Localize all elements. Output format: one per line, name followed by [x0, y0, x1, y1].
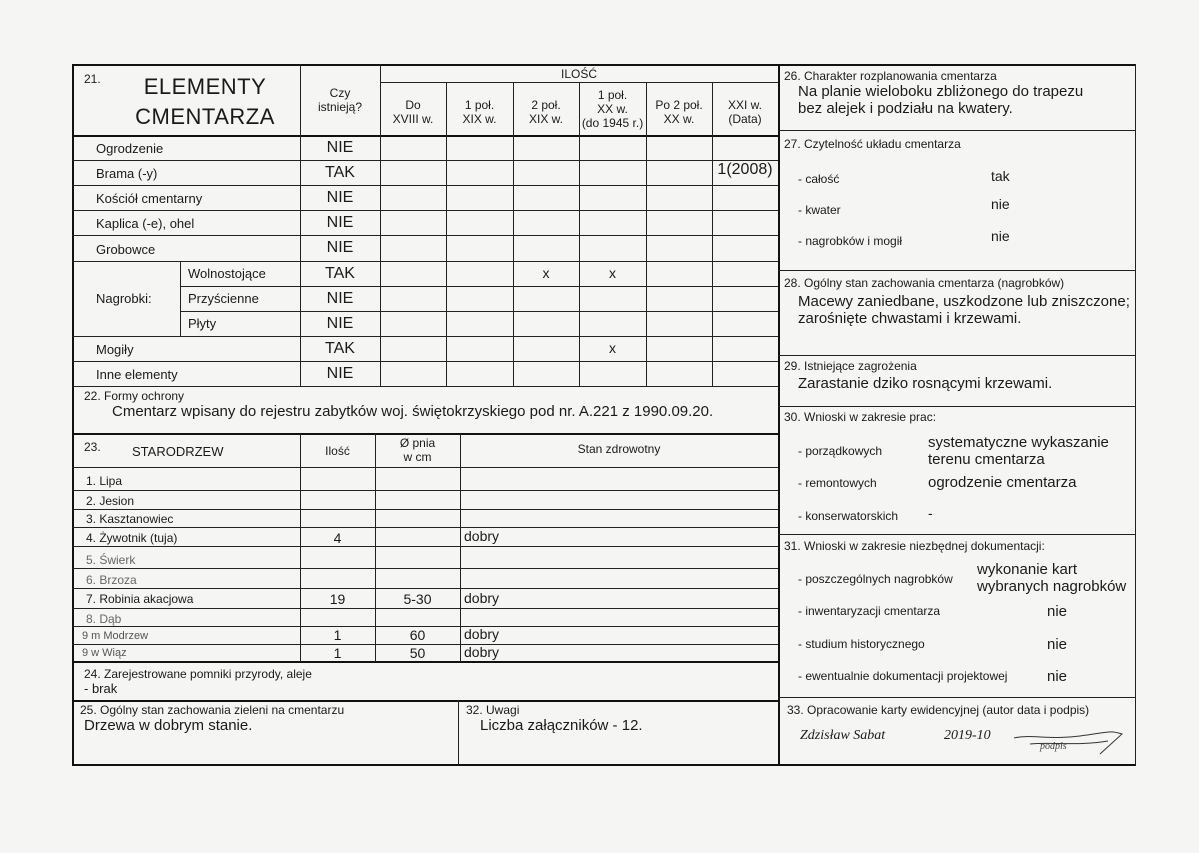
trees-diameter-header-line2: w cm: [403, 450, 432, 464]
works-label-repair: - remontowych: [798, 476, 877, 490]
section-22-text: Cmentarz wpisany do rejestru zabytków woj. świętokrzyskiego pod nr. A.221 z 1990.09.20.: [112, 403, 714, 420]
tree-diameter: 50: [409, 645, 426, 661]
docs-value-gravestones-line1: wykonanie kart: [977, 561, 1078, 578]
tree-count: 4: [333, 530, 342, 546]
row-label-mogily: Mogiły: [96, 342, 134, 357]
tree-count: 1: [333, 645, 342, 661]
tree-name: 1. Lipa: [86, 474, 123, 488]
row-value-kaplica: NIE: [326, 214, 354, 231]
trees-count-header: Ilość: [325, 444, 350, 458]
legibility-label-graves: - nagrobków i mogił: [798, 234, 903, 248]
works-value-repair: ogrodzenie cmentarza: [928, 474, 1077, 491]
works-label-conservation: - konserwatorskich: [798, 509, 899, 523]
section-32-title: 32. Uwagi: [466, 703, 520, 717]
author-name: Zdzisław Sabat: [800, 728, 886, 743]
row-label-ogrodzenie: Ogrodzenie: [96, 141, 164, 156]
docs-value-gravestones-line2: wybranych nagrobków: [977, 578, 1127, 595]
section-24-title: 24. Zarejestrowane pomniki przyrody, aleje: [84, 667, 312, 681]
row-wolnostojace-xx1-mark: x: [609, 265, 616, 281]
trees-diameter-header-line1: Ø pnia: [399, 436, 436, 450]
col-header-xix-1: 1 poł. XIX w.: [462, 98, 497, 126]
signature-caption: podpis: [1040, 741, 1067, 752]
row-mogily-xx1-mark: x: [609, 340, 616, 356]
works-value-cleaning-line2: terenu cmentarza: [928, 451, 1045, 468]
tree-name: 7. Robinia akacjowa: [86, 592, 194, 606]
legibility-label-quarters: - kwater: [798, 203, 841, 217]
nagrobki-label: Nagrobki:: [96, 291, 152, 306]
col-header-xxi: XXI w. (Data): [727, 98, 762, 126]
tree-count: 1: [333, 627, 342, 643]
tree-name: 8. Dąb: [86, 612, 122, 626]
section-28-line2: zarośnięte chwastami i krzewami.: [798, 310, 1022, 327]
tree-health: dobry: [464, 528, 500, 544]
row-label-brama: Brama (-y): [96, 166, 158, 181]
row-value-mogily: TAK: [325, 340, 355, 357]
trees-health-header: Stan zdrowotny: [577, 442, 661, 456]
section-21-title-line2: CMENTARZA: [135, 104, 275, 129]
row-value-grobowce: NIE: [326, 239, 354, 256]
quantity-header: ILOŚĆ: [560, 67, 597, 81]
section-21-title-line1: ELEMENTY: [143, 74, 267, 99]
row-wolnostojace-xix2-mark: x: [542, 265, 550, 281]
docs-value-project: nie: [1047, 668, 1068, 685]
works-value-cleaning-line1: systematyczne wykaszanie: [928, 434, 1109, 451]
col-header-xix-2: 2 poł. XIX w.: [528, 98, 563, 126]
exists-header-line2: istnieją?: [317, 100, 363, 114]
tree-diameter: 5-30: [403, 591, 432, 607]
legibility-value-overall: tak: [991, 168, 1010, 184]
section-32-text: Liczba załączników - 12.: [480, 717, 643, 734]
docs-label-history: - studium historycznego: [798, 637, 925, 651]
col-header-xviii: Do XVIII w.: [392, 98, 434, 126]
tree-name: 9 m Modrzew: [82, 630, 149, 642]
section-29-text: Zarastanie dziko rosnącymi krzewami.: [798, 375, 1053, 392]
docs-label-project: - ewentualnie dokumentacji projektowej: [798, 669, 1008, 683]
row-brama-xxi: 1(2008): [717, 161, 773, 178]
row-label-przyscienne: Przyścienne: [188, 291, 259, 306]
section-26-title: 26. Charakter rozplanowania cmentarza: [784, 69, 997, 83]
exists-header-line1: Czy: [329, 86, 351, 100]
row-value-brama: TAK: [325, 164, 355, 181]
tree-diameter: 60: [409, 627, 426, 643]
row-label-plyty: Płyty: [188, 316, 217, 331]
row-label-wolnostojace: Wolnostojące: [188, 266, 266, 281]
section-23-number: 23.: [84, 440, 101, 454]
tree-name: 9 w Wiąz: [82, 647, 127, 659]
tree-health: dobry: [464, 644, 500, 660]
section-26-line2: bez alejek i podziału na kwatery.: [798, 100, 1013, 117]
legibility-label-overall: - całość: [798, 172, 840, 186]
docs-label-inventory: - inwentaryzacji cmentarza: [798, 604, 941, 618]
tree-name: 4. Żywotnik (tuja): [86, 531, 178, 545]
docs-value-history: nie: [1047, 636, 1068, 653]
section-27-title: 27. Czytelność układu cmentarza: [784, 137, 961, 151]
works-label-cleaning: - porządkowych: [798, 444, 883, 458]
legibility-value-quarters: nie: [991, 196, 1010, 212]
row-value-plyty: NIE: [326, 315, 354, 332]
section-30-title: 30. Wnioski w zakresie prac:: [784, 410, 937, 424]
legibility-value-graves: nie: [991, 228, 1010, 244]
section-25-text: Drzewa w dobrym stanie.: [84, 717, 253, 734]
section-21-number: 21.: [84, 72, 101, 86]
row-label-kaplica: Kaplica (-e), ohel: [96, 216, 195, 231]
row-value-ogrodzenie: NIE: [326, 139, 354, 156]
tree-name: 2. Jesion: [86, 494, 135, 508]
section-23-title: STARODRZEW: [132, 444, 224, 459]
row-label-kosciol: Kościół cmentarny: [96, 191, 203, 206]
section-26-line1: Na planie wieloboku zbliżonego do trapezu: [798, 83, 1084, 100]
section-22-title: 22. Formy ochrony: [84, 389, 185, 403]
section-28-title: 28. Ogólny stan zachowania cmentarza (nagrobków): [784, 276, 1065, 290]
tree-health: dobry: [464, 590, 500, 606]
row-label-inne: Inne elementy: [96, 367, 178, 382]
section-25-title: 25. Ogólny stan zachowania zieleni na cmentarzu: [80, 703, 345, 717]
col-header-xx-2: Po 2 poł. XX w.: [655, 98, 703, 126]
row-value-inne: NIE: [326, 365, 354, 382]
tree-name: 6. Brzoza: [86, 573, 137, 587]
works-value-conservation: -: [928, 505, 933, 521]
author-date: 2019-10: [944, 728, 991, 743]
docs-label-gravestones: - poszczególnych nagrobków: [798, 572, 953, 586]
row-value-kosciol: NIE: [326, 189, 354, 206]
tree-health: dobry: [464, 626, 500, 642]
section-28-line1: Macewy zaniedbane, uszkodzone lub zniszczone;: [798, 293, 1130, 310]
section-33-title: 33. Opracowanie karty ewidencyjnej (autor data i podpis): [787, 703, 1090, 717]
section-29-title: 29. Istniejące zagrożenia: [784, 359, 917, 373]
section-31-title: 31. Wnioski w zakresie niezbędnej dokumentacji:: [784, 539, 1045, 553]
docs-value-inventory: nie: [1047, 603, 1068, 620]
row-value-przyscienne: NIE: [326, 290, 354, 307]
tree-name: 3. Kasztanowiec: [86, 512, 174, 526]
col-header-xx-1: 1 poł. XX w. (do 1945 r.): [581, 88, 644, 130]
signature-mark: [1010, 724, 1128, 758]
tree-count: 19: [329, 591, 346, 607]
row-label-grobowce: Grobowce: [96, 242, 156, 257]
tree-name: 5. Świerk: [86, 553, 136, 567]
row-value-wolnostojace: TAK: [325, 265, 355, 282]
section-24-text: - brak: [84, 681, 118, 696]
